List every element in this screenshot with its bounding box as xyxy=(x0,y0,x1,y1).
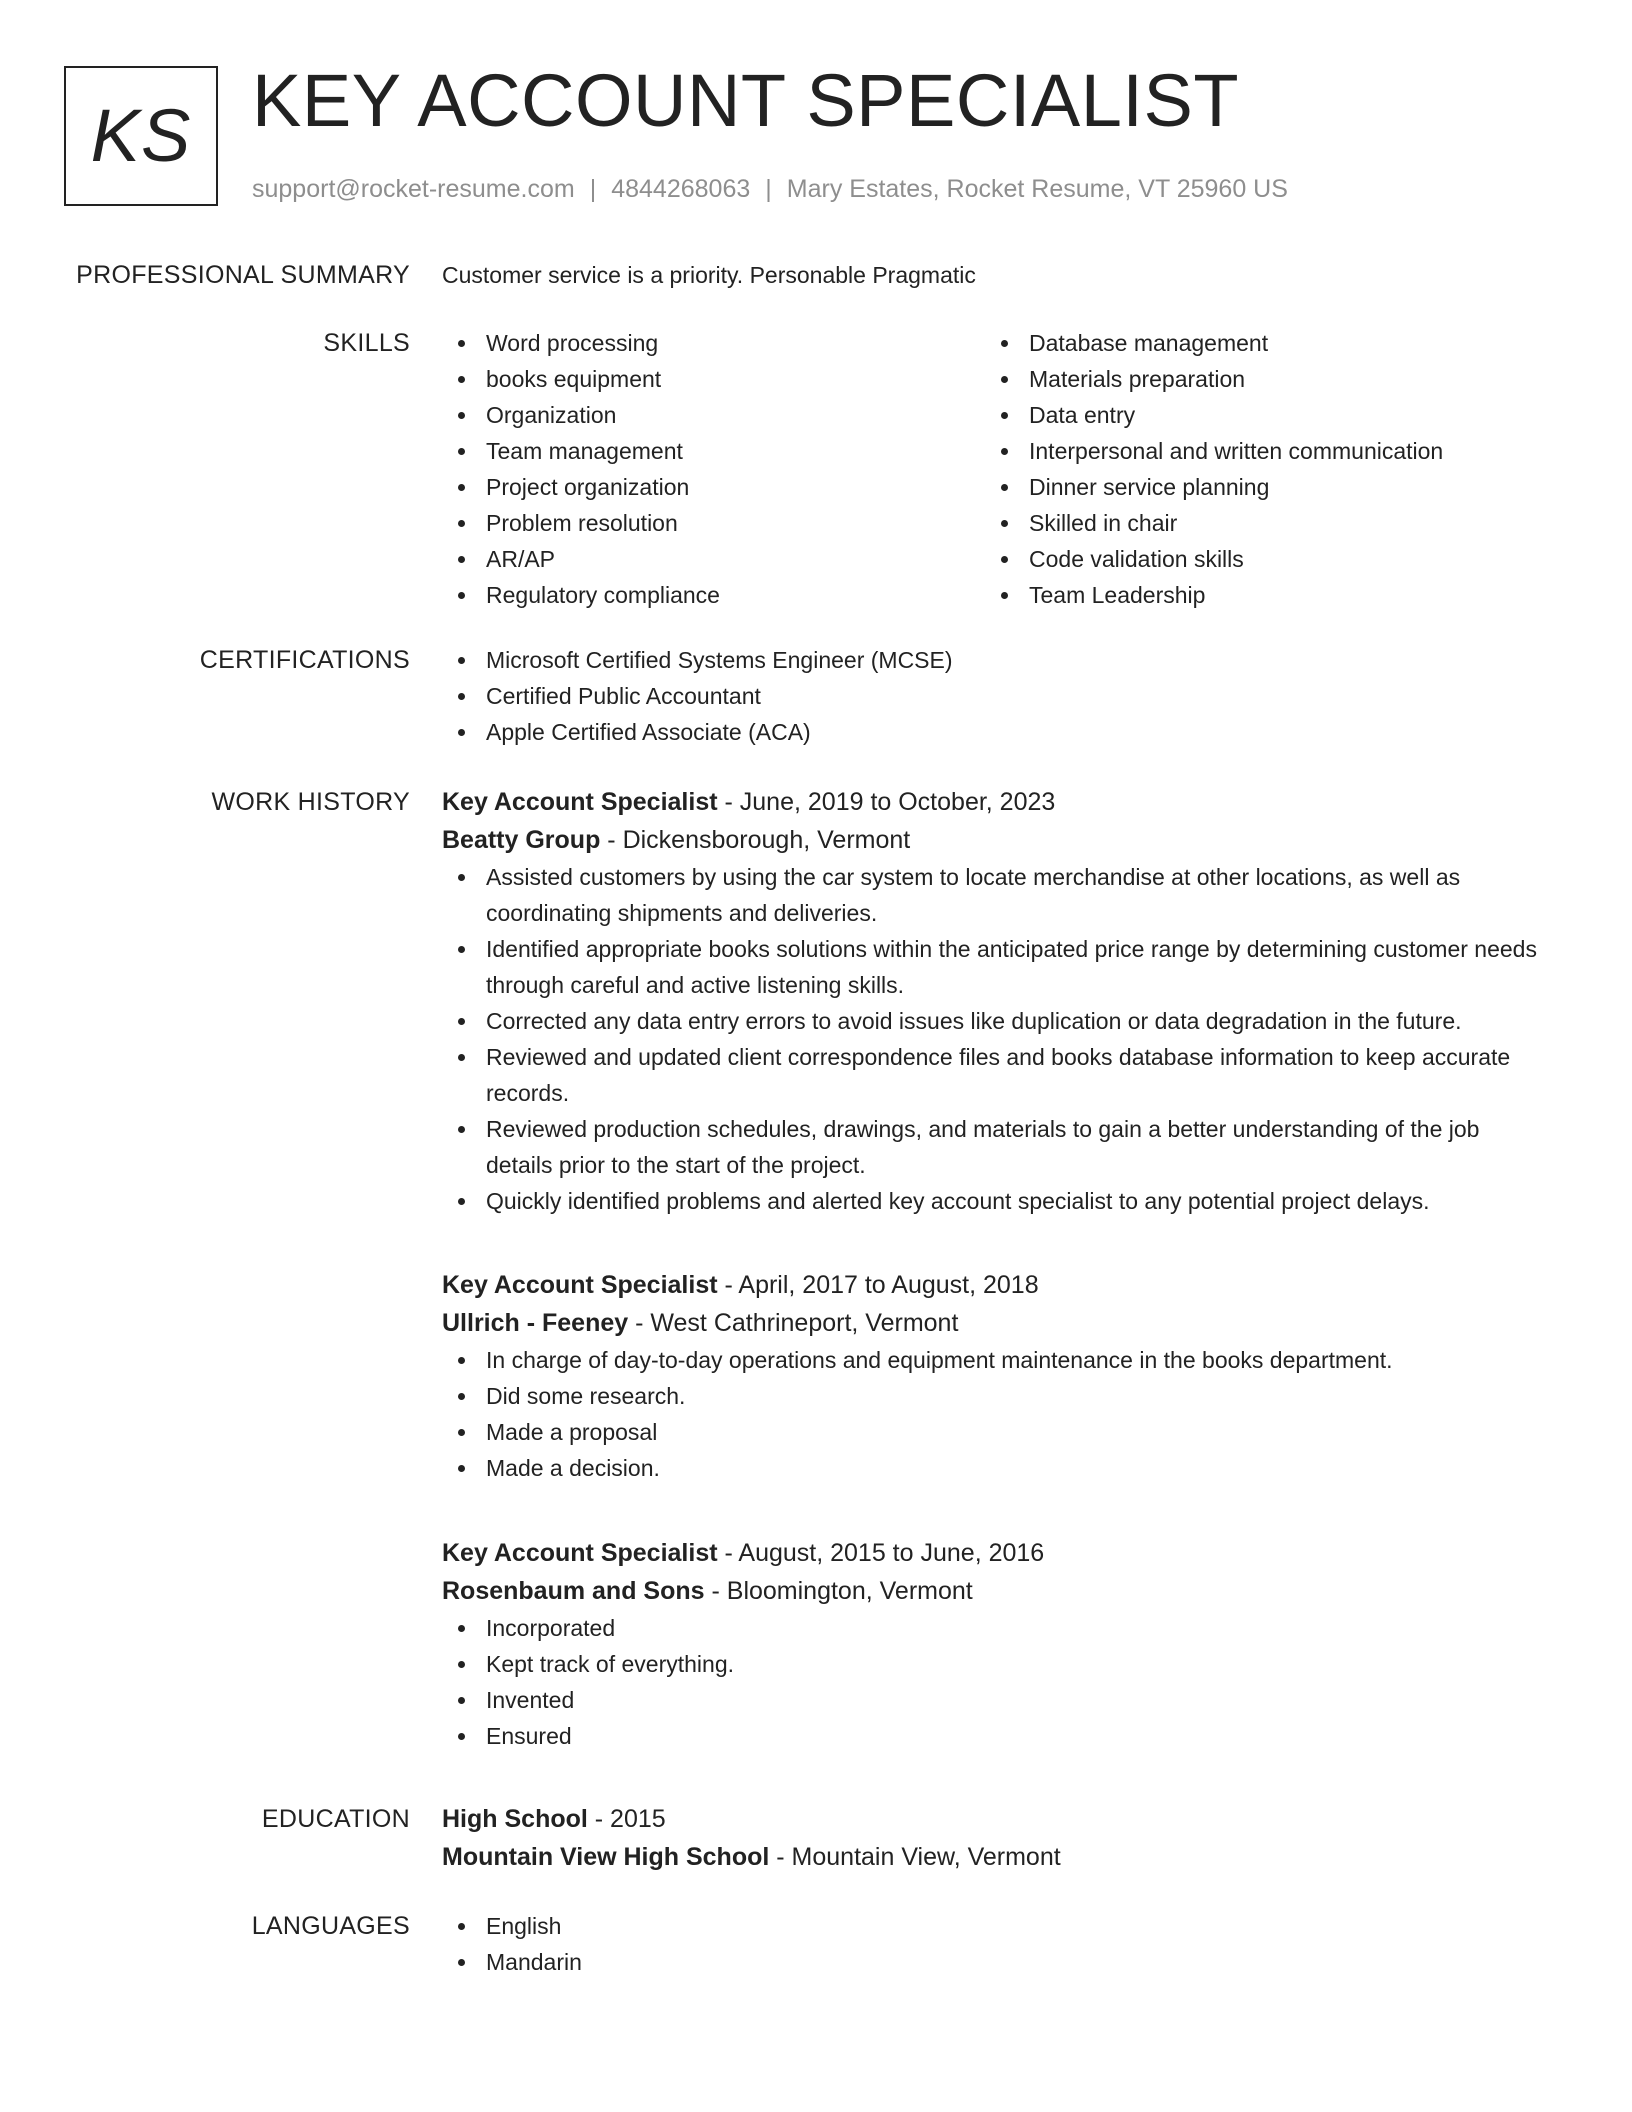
skill-item: Word processing xyxy=(442,325,985,361)
contact-email: support@rocket-resume.com xyxy=(252,175,575,203)
job-company: Beatty Group xyxy=(442,826,601,854)
job-duty: Identified appropriate books solutions within the anticipated price range by determining customer needs through careful and active listening skills. xyxy=(442,931,1552,1003)
education-school-line xyxy=(442,1838,1552,1876)
education-location: - Mountain View, Vermont xyxy=(769,1843,1061,1871)
certifications-list xyxy=(442,642,1552,750)
job-company: Ullrich - Feeney xyxy=(442,1309,629,1337)
job-company: Rosenbaum and Sons xyxy=(442,1577,705,1605)
certification-item: Microsoft Certified Systems Engineer (MCSE) xyxy=(442,642,1552,678)
job-title-line xyxy=(442,783,1552,821)
skill-item: Skilled in chair xyxy=(985,505,1528,541)
certification-item: Apple Certified Associate (ACA) xyxy=(442,714,1552,750)
job-company-line xyxy=(442,1572,1552,1610)
education-degree: High School xyxy=(442,1805,588,1833)
education-school: Mountain View High School xyxy=(442,1843,770,1871)
job-duty: Assisted customers by using the car system to locate merchandise at other locations, as well as coordinating shipments and deliveries. xyxy=(442,859,1552,931)
summary-text: Customer service is a priority. Personable Pragmatic xyxy=(442,262,976,288)
job-duty: Ensured xyxy=(442,1718,1552,1754)
job-title-line xyxy=(442,1266,1552,1304)
skill-item: Dinner service planning xyxy=(985,469,1528,505)
job-title-line xyxy=(442,1534,1552,1572)
certifications-list-wrap xyxy=(442,642,1552,750)
contact-separator: | xyxy=(589,175,597,203)
job-title: Key Account Specialist xyxy=(442,1271,718,1299)
job-entry xyxy=(442,783,1552,1219)
job-duties-list xyxy=(442,1610,1552,1754)
language-item: Mandarin xyxy=(442,1944,1552,1980)
skill-item: Project organization xyxy=(442,469,985,505)
job-title: Key Account Specialist xyxy=(442,788,718,816)
job-company-line xyxy=(442,1304,1552,1342)
languages-list xyxy=(442,1908,1552,1980)
job-duties-list xyxy=(442,859,1552,1219)
languages-heading: LANGUAGES xyxy=(251,1912,410,1940)
summary-heading: PROFESSIONAL SUMMARY xyxy=(76,261,410,289)
job-duty: Quickly identified problems and alerted key account specialist to any potential project delays. xyxy=(442,1183,1552,1219)
job-duty: In charge of day-to-day operations and equipment maintenance in the books department. xyxy=(442,1342,1552,1378)
skills-heading: SKILLS xyxy=(323,329,410,357)
job-company-line xyxy=(442,821,1552,859)
job-duty: Made a proposal xyxy=(442,1414,1552,1450)
job-location: - Bloomington, Vermont xyxy=(704,1577,973,1605)
skills-column-left xyxy=(442,325,985,613)
skill-item: Data entry xyxy=(985,397,1528,433)
contact-address: Mary Estates, Rocket Resume, VT 25960 US xyxy=(786,175,1288,203)
job-duty: Incorporated xyxy=(442,1610,1552,1646)
skill-item: Team Leadership xyxy=(985,577,1528,613)
contact-phone: 4844268063 xyxy=(611,175,751,203)
job-title: Key Account Specialist xyxy=(442,1539,718,1567)
education-year: - 2015 xyxy=(587,1805,666,1833)
job-duty: Reviewed and updated client correspondence files and books database information to keep accurate records. xyxy=(442,1039,1552,1111)
education-entry xyxy=(442,1800,1552,1876)
certification-item: Certified Public Accountant xyxy=(442,678,1552,714)
resume-title: KEY ACCOUNT SPECIALIST xyxy=(252,59,1240,142)
skills-column-right xyxy=(985,325,1528,613)
job-duty: Kept track of everything. xyxy=(442,1646,1552,1682)
skill-item: Problem resolution xyxy=(442,505,985,541)
job-entry xyxy=(442,1266,1552,1486)
skill-item: Materials preparation xyxy=(985,361,1528,397)
job-location: - Dickensborough, Vermont xyxy=(600,826,911,854)
skill-item: Regulatory compliance xyxy=(442,577,985,613)
job-dates: - April, 2017 to August, 2018 xyxy=(717,1271,1039,1299)
skill-item: Code validation skills xyxy=(985,541,1528,577)
skill-item: Organization xyxy=(442,397,985,433)
initials-monogram xyxy=(64,66,218,206)
contact-separator: | xyxy=(765,175,772,203)
skill-item: Interpersonal and written communication xyxy=(985,433,1528,469)
skills-list xyxy=(442,325,1552,613)
job-entry xyxy=(442,1534,1552,1754)
work-history-heading: WORK HISTORY xyxy=(211,788,410,816)
job-duty: Did some research. xyxy=(442,1378,1552,1414)
job-dates: - June, 2019 to October, 2023 xyxy=(717,788,1056,816)
languages-list-wrap xyxy=(442,1908,1552,1980)
job-duty: Invented xyxy=(442,1682,1552,1718)
skill-item: books equipment xyxy=(442,361,985,397)
skill-item: AR/AP xyxy=(442,541,985,577)
education-heading: EDUCATION xyxy=(261,1805,410,1833)
job-location: - West Cathrineport, Vermont xyxy=(628,1309,959,1337)
job-duty: Corrected any data entry errors to avoid issues like duplication or data degradation in the future. xyxy=(442,1003,1552,1039)
job-duties-list xyxy=(442,1342,1552,1486)
job-duty: Reviewed production schedules, drawings, and materials to gain a better understanding of the job details prior to the start of the project. xyxy=(442,1111,1552,1183)
skill-item: Team management xyxy=(442,433,985,469)
initials-text: KS xyxy=(90,94,192,177)
certifications-heading: CERTIFICATIONS xyxy=(199,646,410,674)
education-degree-line xyxy=(442,1800,1552,1838)
contact-line xyxy=(252,172,1288,206)
job-duty: Made a decision. xyxy=(442,1450,1552,1486)
job-dates: - August, 2015 to June, 2016 xyxy=(717,1539,1045,1567)
skill-item: Database management xyxy=(985,325,1528,361)
language-item: English xyxy=(442,1908,1552,1944)
